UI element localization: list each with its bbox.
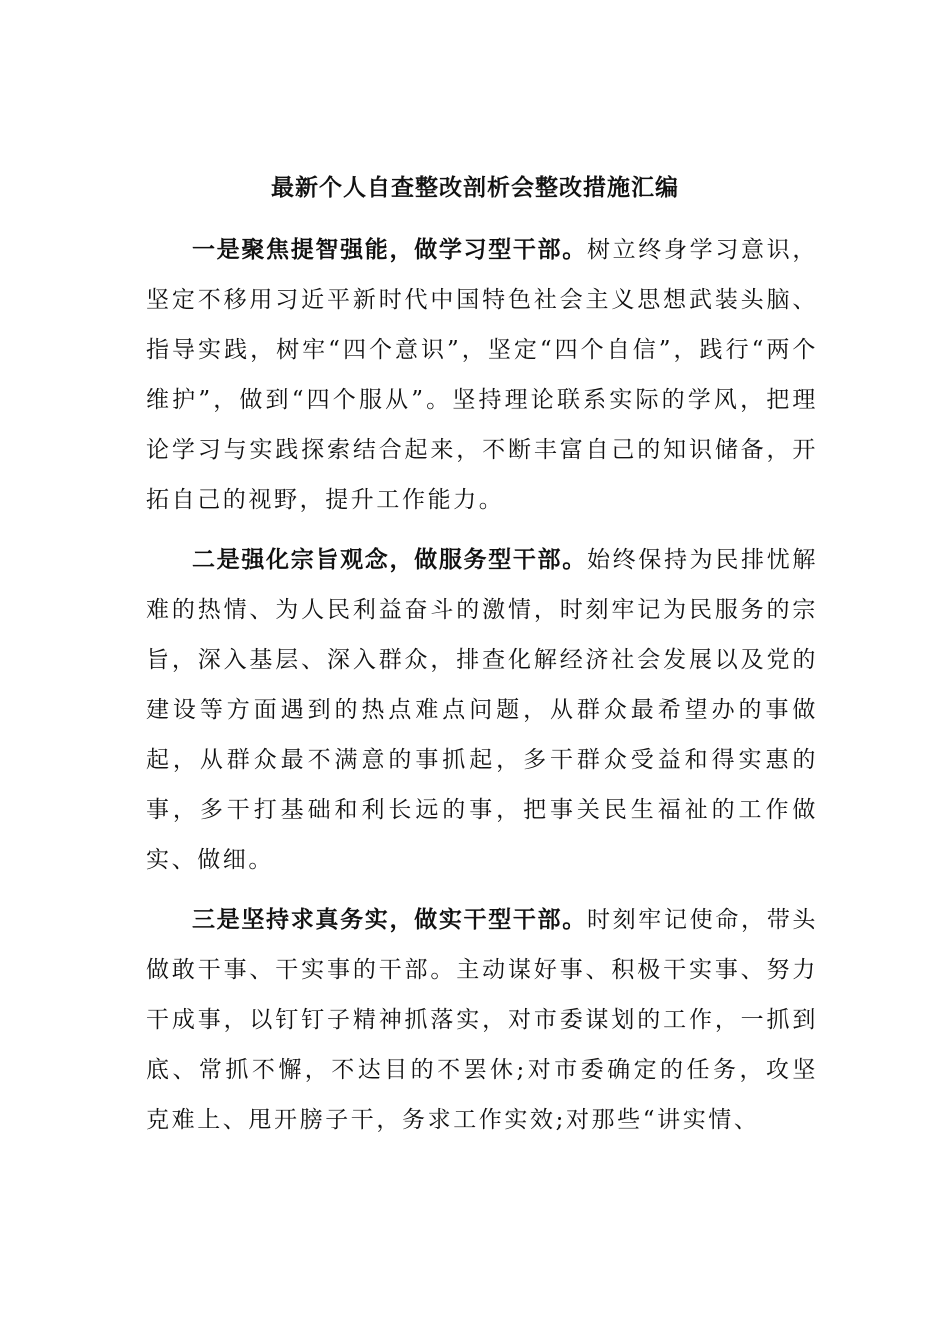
paragraph-3 (146, 895, 818, 1145)
document-title: 最新个人自查整改剖析会整改措施汇编 (271, 174, 679, 201)
paragraph-2 (146, 535, 818, 885)
paragraph-3-lead: 三是坚持求真务实，做实干型干部。 (192, 906, 587, 933)
paragraph-1-lead: 一是聚焦提智强能，做学习型干部。 (192, 236, 587, 263)
paragraph-2-body: 始终保持为民排忧解难的热情、为人民利益奋斗的激情，时刻牢记为民服务的宗旨，深入基层、深入群众，排查化解经济社会发展以及党的建设等方面遇到的热点难点问题，从群众最希望办的事做起，从群众最不满意的事抓起，多干群众受益和得实惠的事，多干打基础和利长远的事，把事关民生福祉的工作做实、做细。 (146, 547, 818, 873)
paragraph-1-body: 树立终身学习意识，坚定不移用习近平新时代中国特色社会主义思想武装头脑、指导实践，树牢“四个意识”，坚定“四个自信”，践行“两个维护”，做到“四个服从”。坚持理论联系实际的学风，把理论学习与实践探索结合起来，不断丰富自己的知识储备，开拓自己的视野，提升工作能力。 (146, 237, 818, 513)
paragraph-2-lead: 二是强化宗旨观念，做服务型干部。 (192, 546, 587, 573)
paragraph-1 (146, 225, 818, 525)
paragraph-3-body: 时刻牢记使命，带头做敢干事、干实事的干部。主动谋好事、积极干实事、努力干成事，以钉钉子精神抓落实，对市委谋划的工作，一抓到底、常抓不懈，不达目的不罢休;对市委确定的任务，攻坚克难上、甩开膀子干，务求工作实效;对那些“讲实情、 (146, 907, 818, 1133)
